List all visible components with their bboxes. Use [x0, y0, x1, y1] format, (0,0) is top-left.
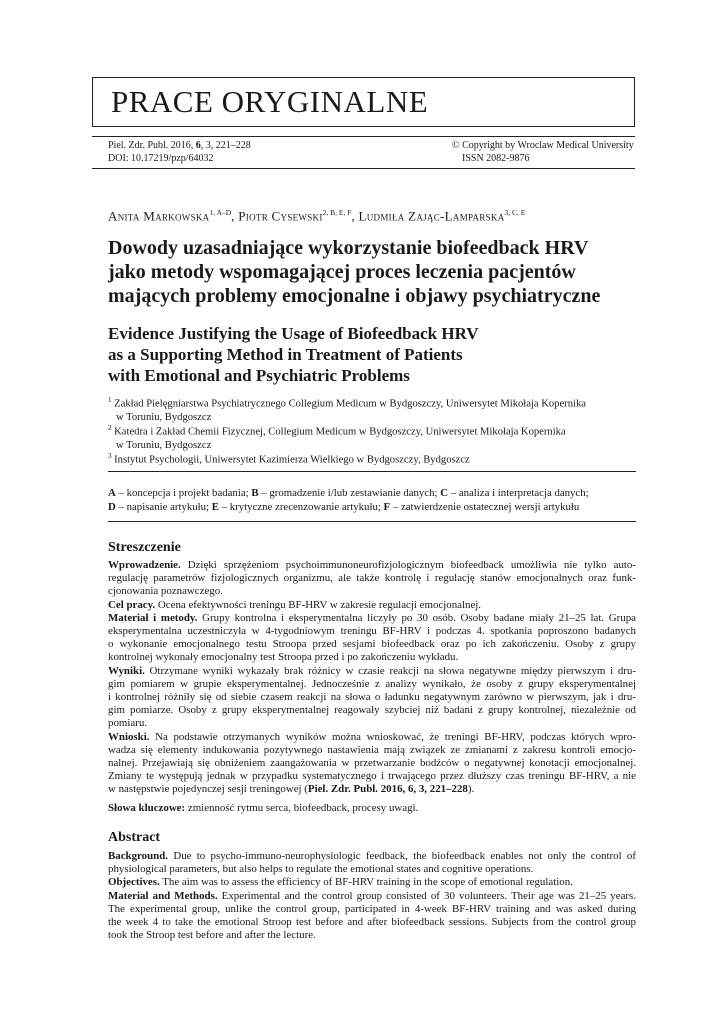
journal-ref-prefix: Piel. Zdr. Publ. 2016,	[108, 140, 196, 151]
streszczenie-material-i-metody	[108, 612, 636, 665]
author: Anita Markowska	[108, 208, 210, 224]
contrib-text: – zatwierdzenie ostatecznej wersji artykułu	[390, 501, 580, 513]
copyright: © Copyright by Wroclaw Medical University	[452, 140, 634, 151]
affiliation-number: 2	[108, 424, 112, 432]
paragraph-text: Grupy kontrolna i eksperymentalna liczyły po 30 osób. Osoby badane miały 21–25 lat. Grupa	[197, 611, 636, 624]
paragraph-text: took the Stroop test before and after the lecture.	[108, 929, 316, 942]
contrib-line	[108, 500, 668, 514]
author-separator: ,	[231, 208, 239, 224]
contrib-text: – koncepcja i projekt badania;	[115, 487, 252, 499]
paragraph-text: regulację parametrów fizjologicznych organizmu, ale także kontrolę i regulację stanów emocjonalnych oraz funk-	[108, 572, 636, 585]
affiliation-text: Instytut Psychologii, Uniwersytet Kazimierza Wielkiego w Bydgoszczy, Bydgoszcz	[114, 454, 470, 466]
contrib-key: E	[211, 501, 219, 513]
paragraph-text: nalnej. Przejawiają się obniżeniem zaangażowania w przetwarzanie bodźców o negatywnej konotacji emocjonalnej.	[108, 757, 636, 770]
paragraph-text: ).	[467, 783, 475, 796]
author-contributions	[108, 486, 668, 514]
paragraph-label: Cel pracy.	[108, 598, 156, 611]
paragraph-text: kontrolnej wykonały emocjonalny test Stroopa przed i po zakończeniu wykładu.	[108, 651, 459, 664]
paragraph-text: Na podstawie otrzymanych wyników można wnioskować, że treningi BF-HRV, podczas których wpro-	[149, 730, 636, 743]
author: Piotr Cysewski	[238, 208, 323, 224]
paragraph-label: Material and Methods.	[108, 889, 218, 902]
affiliation-number: 1	[108, 396, 112, 404]
abstract-heading: Abstract	[108, 830, 161, 845]
paragraph-text: eksperymentalna uczestniczyła w 4-tygodniowym treningu BF-HRV i podczas 4. spotkania poproszono badanych	[108, 625, 636, 638]
paragraph-text: Due to psycho-immuno-neurophysiologic feedback, the biofeedback enables not only the control of	[168, 850, 636, 862]
paragraph-text: The aim was to assess the efficiency of BF-HRV training in the scope of emotional regulation.	[159, 876, 573, 889]
author: Ludmiła Zając-Lamparska	[358, 208, 505, 224]
paragraph-text: the week 4 to take the emotional Stroop test before and after biofeedback sessions. Subjects from the control group	[108, 916, 636, 929]
contrib-key: B	[251, 487, 259, 499]
abstract-objectives	[108, 876, 636, 889]
affiliation-text: Zakład Pielęgniarstwa Psychiatrycznego Collegium Medicum w Bydgoszczy, Uniwersytet Mikołaja Kopernika	[114, 398, 586, 410]
section-title: PRACE ORYGINALNE	[111, 84, 429, 119]
contrib-key: C	[440, 487, 449, 499]
contrib-key: F	[383, 501, 391, 513]
contrib-text: – napisanie artykułu;	[115, 501, 212, 513]
paragraph-text: physiological parameters, but also helps to regulate the emotional states and cognitive operations.	[108, 863, 534, 876]
paragraph-text: gim pomiarze. Osoby z grupy eksperymentalnej reagowały szybciej niż badani z grupy kontrolnej, niezależnie od	[108, 704, 636, 717]
keywords	[108, 802, 636, 815]
affiliation-1	[108, 394, 668, 424]
journal-ref-suffix: , 3, 221–228	[200, 140, 251, 151]
paragraph-label: Wyniki.	[108, 664, 145, 677]
streszczenie-cel-pracy	[108, 599, 636, 612]
affiliation-2	[108, 422, 668, 452]
abstract-material-and-methods	[108, 890, 636, 943]
paragraph-label: Materiał i metody.	[108, 611, 198, 624]
paragraph-text: The experimental group, unlike the control group, participated in 4-week BF-HRV training and was asked during	[108, 902, 636, 915]
title-english	[108, 323, 668, 386]
paragraph-text: Zmiany te występują jednak w przypadku systematycznego i trwającego przez dłuższy czas treningu BF-HRV, a nie	[108, 770, 636, 783]
header-rule-bottom	[92, 168, 635, 169]
paragraph-text: cjonowania poznawczego.	[108, 585, 223, 598]
streszczenie-wprowadzenie	[108, 559, 636, 599]
affiliation-text: w Toruniu, Bydgoszcz	[116, 439, 212, 451]
doi: DOI: 10.17219/pzp/64032	[108, 153, 214, 164]
contributions-rule-bottom	[108, 521, 636, 522]
paragraph-text: i kontrolnej różniły się od siebie czasem reakcji na słowa o ładunku negatywnym zarówno w pierwszym, jak i dru-	[108, 691, 636, 704]
author-separator: ,	[351, 208, 359, 224]
paragraph-text: Ocena efektywności treningu BF-HRV w zakresie regulacji emocjonalnej.	[155, 598, 482, 611]
paragraph-label: Objectives.	[108, 876, 160, 889]
paragraph-label: Background.	[108, 850, 169, 862]
contrib-text: – krytyczne zrecenzowanie artykułu;	[218, 501, 384, 513]
streszczenie-wnioski	[108, 731, 636, 797]
affiliation-3	[108, 450, 668, 467]
affiliation-number: 3	[108, 452, 112, 460]
author-affiliation-sup: 1, A–D	[209, 208, 232, 217]
journal-volume: 6	[195, 140, 201, 151]
paragraph-text: w następstwie pojedynczej sesji treningowej (	[108, 783, 308, 796]
title-line: with Emotional and Psychiatric Problems	[108, 366, 410, 385]
section-title-box	[92, 77, 635, 127]
title-line: as a Supporting Method in Treatment of Patients	[108, 345, 463, 364]
title-line: jako metody wspomagającej proces leczenia pacjentów	[108, 261, 576, 283]
contributions-rule-top	[108, 471, 636, 472]
paragraph-label: Wnioski.	[108, 730, 150, 743]
contrib-key: A	[108, 487, 116, 499]
streszczenie-body	[108, 559, 636, 797]
author-affiliation-sup: 2, B, E, F	[322, 208, 352, 217]
paragraph-text: Experimental and the control group consisted of 30 volunteers. Their age was 21–25 years.	[217, 889, 637, 902]
keywords-label: Słowa kluczowe:	[108, 802, 186, 814]
journal-reference	[108, 139, 251, 152]
issn: ISSN 2082-9876	[462, 153, 530, 164]
streszczenie-wyniki	[108, 665, 636, 731]
abstract-background	[108, 850, 636, 876]
abstract-body	[108, 850, 636, 942]
keywords-text: zmienność rytmu serca, biofeedback, procesy uwagi.	[185, 802, 419, 814]
citation: Piel. Zdr. Publ. 2016, 6, 3, 221–228	[307, 783, 468, 796]
paragraph-text: Otrzymane wyniki wykazały brak różnicy w czasie reakcji na słowa negatywne między pierwszym i dru-	[144, 664, 636, 677]
title-polish	[108, 236, 668, 308]
paragraph-text: wadza się elementy indukowania pozytywnego nastawienia mają związek ze zmianami z zakresu kontroli emocjo-	[108, 743, 636, 756]
title-line: Dowody uzasadniające wykorzystanie biofeedback HRV	[108, 237, 589, 259]
title-line: mających problemy emocjonalne i objawy psychiatryczne	[108, 285, 601, 307]
affiliation-text: Katedra i Zakład Chemii Fizycznej, Collegium Medicum w Bydgoszczy, Uniwersytet Mikołaja Kopernika	[114, 426, 566, 438]
paragraph-text: o wykonanie emocjonalnego testu Stroopa przed sesjami biofeedback oraz po ich zakończeniu. Osoby z grupy	[108, 638, 636, 651]
header-rule-top	[92, 136, 635, 137]
paragraph-label: Wprowadzenie.	[108, 559, 181, 571]
streszczenie-heading: Streszczenie	[108, 540, 181, 555]
paragraph-text: pomiaru.	[108, 717, 148, 730]
contrib-line	[108, 486, 668, 500]
paragraph-text: gim pomiarem w grupie eksperymentalnej. Jednocześnie z analizy wynikało, że osoby z grupy eksperymentalnej	[108, 677, 636, 690]
affiliation-text: w Toruniu, Bydgoszcz	[116, 411, 212, 423]
contrib-key: D	[108, 501, 116, 513]
author-list	[108, 208, 525, 224]
author-affiliation-sup: 3, C, E	[504, 208, 526, 217]
contrib-text: – analiza i interpretacja danych;	[448, 487, 589, 499]
contrib-text: – gromadzenie i/lub zestawianie danych;	[258, 487, 441, 499]
title-line: Evidence Justifying the Usage of Biofeedback HRV	[108, 324, 479, 343]
paragraph-text: Dzięki sprzężeniom psychoimmunoneurofizjologicznym biofeedback umożliwia nie tylko auto-	[180, 559, 636, 571]
